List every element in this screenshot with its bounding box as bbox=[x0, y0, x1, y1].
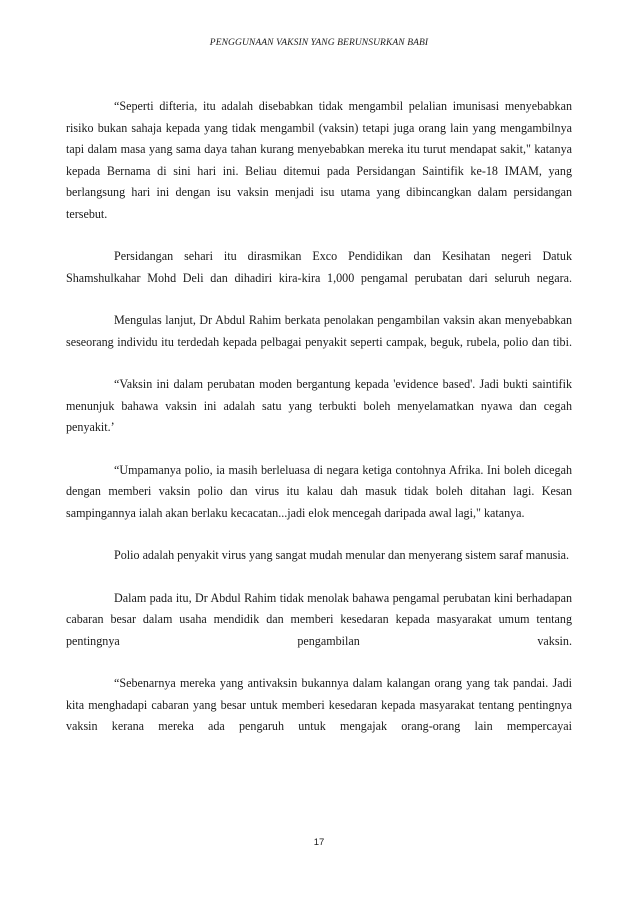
paragraph-6: Polio adalah penyakit virus yang sangat mudah menular dan menyerang sistem saraf manusia. bbox=[114, 548, 570, 562]
paragraph-7: Dalam pada itu, Dr Abdul Rahim tidak menolak bahawa pengamal perubatan kini berhadapan cabaran besar dalam usaha mendidik dan memberi kesedaran kepada masyarakat umum tentang pentingnya pengambilan vaksin. bbox=[66, 590, 572, 648]
article-body bbox=[66, 96, 572, 738]
paragraph-4: “Vaksin ini dalam perubatan moden bergantung kepada 'evidence based'. Jadi bukti saintifik menunjuk bahawa vaksin ini adalah satu yang terbukti boleh menyelamatkan nyawa dan cegah penyakit.’ bbox=[66, 377, 572, 434]
paragraph-3: Mengulas lanjut, Dr Abdul Rahim berkata penolakan pengambilan vaksin akan menyebabkan seseorang individu itu terdedah kepada pelbagai penyakit seperti campak, beguk, rubela, polio dan tibi. bbox=[66, 313, 572, 349]
paragraph-2: Persidangan sehari itu dirasmikan Exco Pendidikan dan Kesihatan negeri Datuk Shamshulkahar Mohd Deli dan dihadiri kira-kira 1,000 pengamal perubatan dari seluruh negara. bbox=[66, 249, 572, 285]
page-number: 17 bbox=[313, 837, 325, 848]
running-header: PENGGUNAAN VAKSIN YANG BERUNSURKAN BABI bbox=[209, 38, 429, 48]
paragraph-1: “Seperti difteria, itu adalah disebabkan tidak mengambil pelalian imunisasi menyebabkan risiko bukan sahaja kepada yang tidak mengambil (vaksin) tetapi juga orang lain yang mengambilnya tapi dalam masa yang sama daya tahan kurang menyebabkan mereka itu turut mendapat sakit," katanya kepada Bernama di sini hari ini. Beliau ditemui pada Persidangan Saintifik ke-18 IMAM, yang berlangsung hari ini dengan isu vaksin menjadi isu utama yang dibincangkan dalam persidangan tersebut. bbox=[66, 99, 572, 221]
paragraph-8: “Sebenarnya mereka yang antivaksin bukannya dalam kalangan orang yang tak pandai. Jadi kita menghadapi cabaran yang besar untuk memberi kesedaran kepada masyarakat tentang pentingnya vaksin kerana mereka ada pengaruh untuk mengajak orang-orang lain mempercayai bbox=[66, 676, 572, 733]
paragraph-5: “Umpamanya polio, ia masih berleluasa di negara ketiga contohnya Afrika. Ini boleh dicegah dengan memberi vaksin polio dan virus itu kalau dah masuk tidak boleh ditahan lagi. Kesan sampingannya ialah akan berlaku kecacatan...jadi elok mencegah daripada awal lagi," katanya. bbox=[66, 462, 572, 520]
